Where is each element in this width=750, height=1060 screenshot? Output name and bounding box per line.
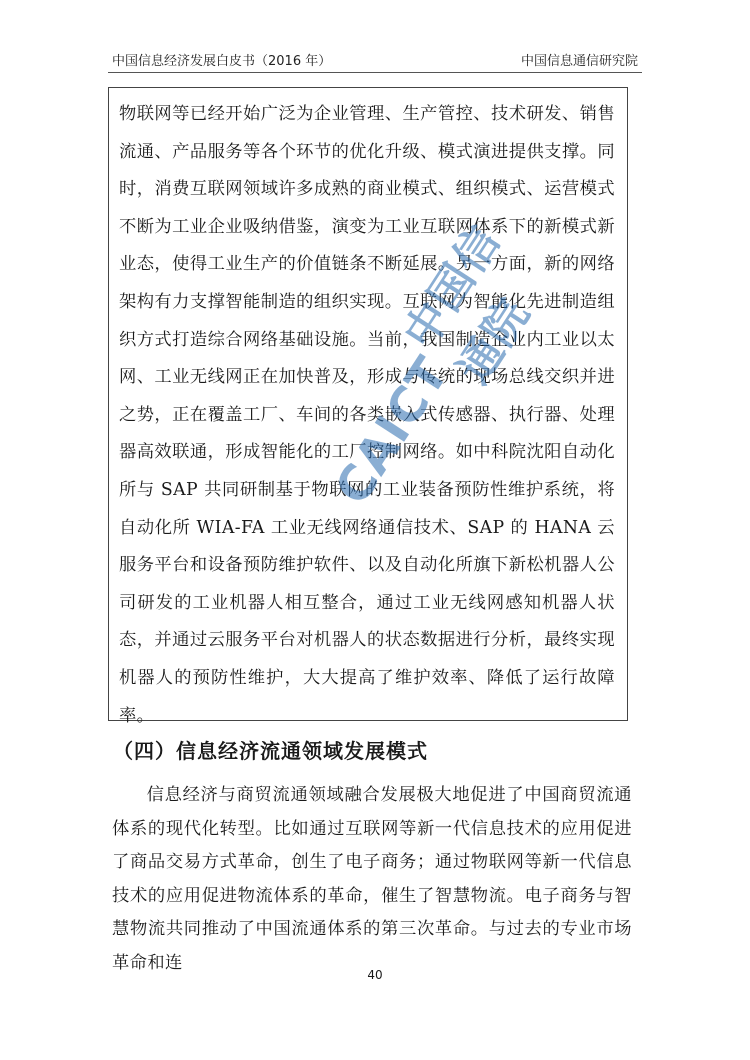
body-paragraph: 信息经济与商贸流通领域融合发展极大地促进了中国商贸流通体系的现代化转型。比如通过互联网等新一代信息技术的应用促进了商品交易方式革命，创生了电子商务；通过物联网等新一代信息技术的应用促进物流体系的革命，催生了智慧物流。电子商务与智慧物流共同推动了中国流通体系的第三次革命。与过去的专业市场革命和连 bbox=[112, 785, 632, 973]
section-heading: （四）信息经济流通领域发展模式 bbox=[113, 739, 428, 763]
caict-watermark-logo: CAICT 中国信通院 bbox=[324, 216, 540, 515]
case-study-box bbox=[108, 87, 628, 726]
page-header bbox=[112, 50, 638, 69]
header-organization: 中国信息通信研究院 bbox=[520, 54, 638, 69]
header-divider bbox=[108, 72, 642, 73]
header-document-title: 中国信息经济发展白皮书（2016 年） bbox=[112, 54, 332, 69]
case-study-text: 物联网等已经开始广泛为企业管理、生产管控、技术研发、销售流通、产品服务等各个环节的优化升级、模式演进提供支撑。同时，消费互联网领域许多成熟的商业模式、组织模式、运营模式不断为工业企业吸纳借鉴，演变为工业互联网体系下的新模式新业态，使得工业生产的价值链条不断延展。另一方面，新的网络架构有力支撑智能制造的组织实现。互联网为智能化先进制造组织方式打造综合网络基础设施。当前，我国制造企业内工业以太网、工业无线网正在加快普及，形成与传统的现场总线交织并进之势，正在覆盖工厂、车间的各类嵌入式传感器、执行器、处理器高效联通，形成智能化的工厂控制网络。如中科院沈阳自动化所与 SAP 共同研制基于物联网的工业装备预防性维护系统，将自动化所 WIA-FA 工业无线网络通信技术、SAP 的 HANA 云服务平台和设备预防维护软件、以及自动化所旗下新松机器人公司研发的工业机器人相互整合，通过工业无线网感知机器人状态，并通过云服务平台对机器人的状态数据进行分析，最终实现机器人的预防性维护，大大提高了维护效率、降低了运行故障率。 bbox=[119, 104, 615, 726]
page-number: 40 bbox=[367, 968, 383, 982]
